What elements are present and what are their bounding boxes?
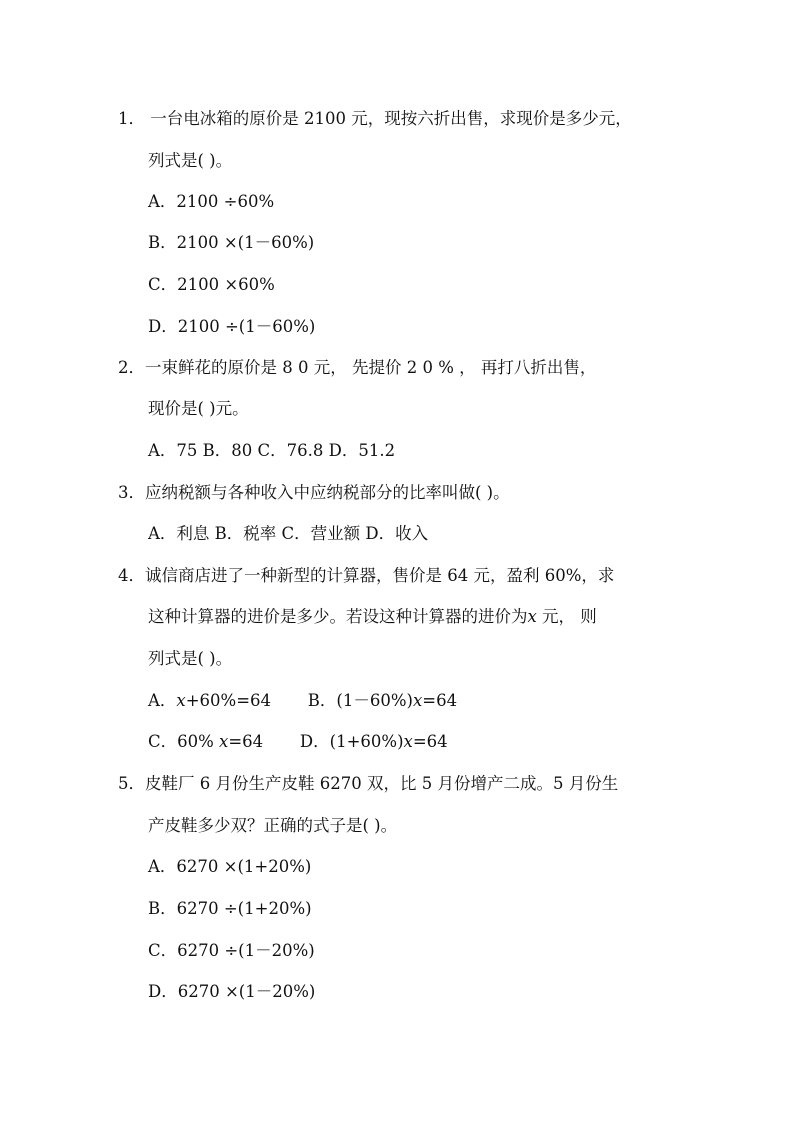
question-2-text: 2．一束鲜花的原价是 8 0 元， 先提价 2 0 % ， 再打八折出售， [118,358,597,377]
question-4-text-cont-2: 列式是( )。 [148,649,233,668]
question-1-option-b: B．2100 ×(1－60%) [148,233,315,252]
question-5-text-cont: 产皮鞋多少双？正确的式子是( )。 [148,816,398,835]
variable-x: x [527,607,537,626]
option-a-label: A． [148,691,177,710]
question-2-options: A．75 B．80 C．76.8 D．51.2 [148,441,396,460]
variable-x: x [412,691,423,710]
question-2-text-cont: 现价是( )元。 [148,399,249,418]
question-4-line-2-tail: 元， 则 [536,607,597,626]
question-4-text: 4．诚信商店进了一种新型的计算器，售价是 64 元，盈利 60%，求 [118,566,615,585]
question-1-option-d: D．2100 ÷(1－60%) [148,317,316,336]
option-c-label: C．60% [148,732,220,751]
question-1-text-cont: 列式是( )。 [148,151,233,170]
question-4-options-cd [148,731,448,753]
option-c-tail: =64 [228,732,264,751]
question-5-option-c: C．6270 ÷(1－20%) [148,941,315,960]
question-5-option-a: A．6270 ×(1+20%) [148,857,312,876]
question-5-option-d: D．6270 ×(1－20%) [148,982,316,1001]
question-1-option-c: C．2100 ×60% [148,275,275,294]
variable-x: x [403,732,413,751]
question-5-option-b: B．6270 ÷(1+20%) [148,899,312,918]
question-1-text: 1． 一台电冰箱的原价是 2100 元，现按六折出售，求现价是多少元， [118,109,632,128]
question-4-options-ab [148,690,457,712]
question-4-text-cont [148,606,597,628]
variable-x: x [219,732,229,751]
question-5-text: 5．皮鞋厂 6 月份生产皮鞋 6270 双，比 5 月份增产二成。5 月份生 [118,774,619,793]
question-4-line-2-text: 这种计算器的进价是多少。若设这种计算器的进价为 [148,607,528,626]
option-gap [263,732,300,751]
option-b-tail: =64 [422,691,458,710]
option-gap [271,691,308,710]
question-3-text: 3．应纳税额与各种收入中应纳税部分的比率叫做( )。 [118,483,510,502]
option-d-tail: =64 [412,732,448,751]
question-1-option-a: A．2100 ÷60% [148,192,275,211]
variable-x: x [176,691,186,710]
option-b-label: B．(1－60%) [307,691,413,710]
option-a-tail: +60%=64 [185,691,272,710]
question-3-options: A．利息 B．税率 C．营业额 D．收入 [148,524,429,543]
option-d-label: D．(1+60%) [299,732,404,751]
